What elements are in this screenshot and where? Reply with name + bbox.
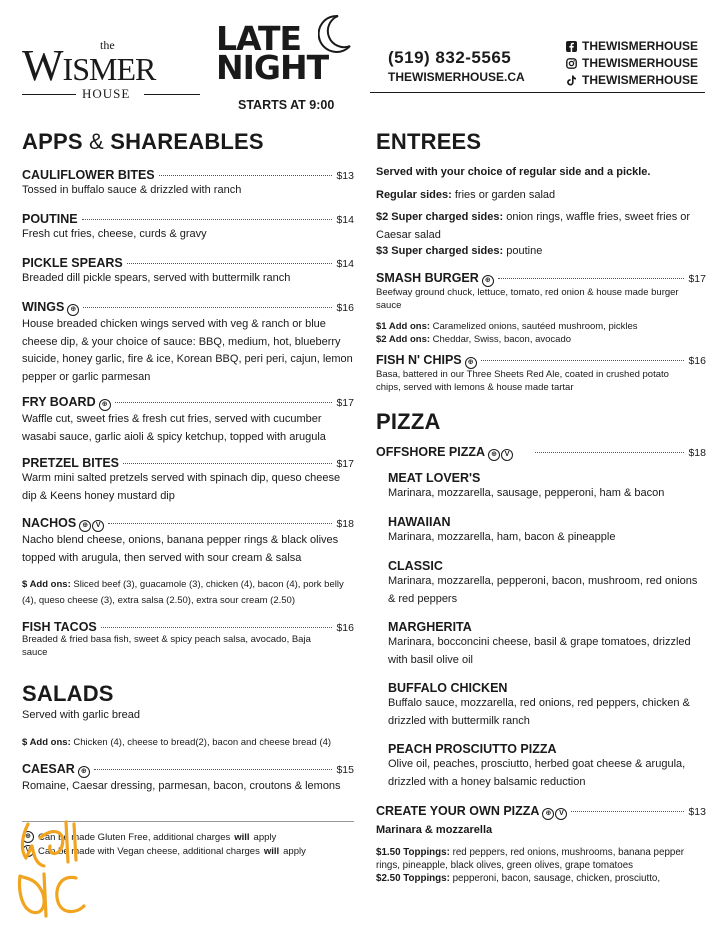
addons-text: Chicken (4), cheese to bread(2), bacon and cheese bread (4) bbox=[73, 737, 332, 748]
toppings-text: red peppers, red onions, mushrooms, banana pepper rings, pineapple, black olives, green olives, grape tomatoes bbox=[376, 847, 685, 871]
apps-heading bbox=[22, 129, 264, 155]
item-description: Fresh cut fries, cheese, curds & gravy bbox=[22, 228, 207, 240]
gf-icons bbox=[99, 399, 111, 411]
item-name: NACHOS bbox=[22, 516, 77, 530]
item-name: FISH N' CHIPS bbox=[376, 353, 462, 367]
salads-addons bbox=[22, 735, 362, 751]
addons-text: Sliced beef (3), guacamole (3), chicken (4), bacon (4), pork belly (4), queso cheese (3), extra salsa (2.50), extra sour cream (2.50) bbox=[22, 579, 344, 606]
addons-text: Cheddar, Swiss, bacon, avocado bbox=[432, 334, 572, 345]
item-title bbox=[22, 212, 354, 226]
addons-label: $1 Add ons: bbox=[376, 321, 431, 332]
item-title bbox=[22, 395, 354, 411]
tiktok-icon bbox=[566, 75, 577, 86]
gf-icons bbox=[78, 766, 90, 778]
item-title bbox=[376, 445, 706, 461]
logo-rule-right bbox=[144, 94, 200, 95]
dot-leader bbox=[101, 627, 333, 628]
menu-item bbox=[22, 516, 354, 567]
apps-heading-amp: & bbox=[82, 129, 111, 154]
footnote-gf-text: Can be made Gluten Free, additional charges bbox=[38, 831, 231, 843]
salads-subtitle: Served with garlic bread bbox=[22, 709, 141, 721]
instagram-icon bbox=[566, 58, 577, 69]
item-price: $18 bbox=[688, 447, 706, 459]
item-description: Basa, battered in our Three Sheets Red Ale, coated in crushed potato chips, served with lemons & house made tartar bbox=[376, 369, 669, 393]
pizza-type-name: MEAT LOVER'S bbox=[388, 471, 481, 485]
pizza-type bbox=[388, 471, 708, 503]
sides-text: onion rings, waffle fries, sweet fries or Caesar salad bbox=[376, 211, 691, 241]
item-price: $18 bbox=[336, 518, 354, 530]
logo-rule-left bbox=[22, 94, 76, 95]
menu-item bbox=[22, 456, 354, 505]
salads-heading: SALADS bbox=[22, 681, 114, 706]
item-title bbox=[22, 300, 354, 316]
dot-leader bbox=[94, 769, 333, 770]
pizza-type bbox=[388, 559, 706, 608]
sides-text: fries or garden salad bbox=[454, 189, 556, 201]
item-name: POUTINE bbox=[22, 212, 78, 226]
facebook-icon bbox=[566, 41, 577, 52]
menu-item bbox=[22, 300, 354, 386]
social-facebook[interactable] bbox=[566, 38, 698, 55]
late-night-line1: LATE bbox=[216, 19, 302, 58]
item-description: Beefway ground chuck, lettuce, tomato, red onion & house made burger sauce bbox=[376, 287, 679, 311]
cyo-base: Marinara & mozzarella bbox=[376, 824, 493, 836]
pizza-type-name: CLASSIC bbox=[388, 559, 443, 573]
dot-leader bbox=[571, 811, 684, 812]
toppings-label: $2.50 Toppings: bbox=[376, 873, 450, 884]
diet-icons bbox=[79, 520, 104, 532]
pizza-type-description: Marinara, bocconcini cheese, basil & grape tomatoes, drizzled with basil olive oil bbox=[388, 636, 691, 666]
item-description: Romaine, Caesar dressing, parmesan, bacon, croutons & lemons bbox=[22, 780, 341, 792]
footnote-vg-will: will bbox=[263, 845, 280, 857]
item-price: $17 bbox=[688, 273, 706, 285]
gluten-free-icon: ⊕ bbox=[22, 831, 34, 843]
create-your-own-pizza bbox=[376, 804, 706, 836]
logo-initial: W bbox=[22, 41, 63, 90]
item-price: $16 bbox=[336, 302, 354, 314]
footnote-gf-will: will bbox=[234, 831, 250, 843]
menu-item bbox=[22, 762, 354, 796]
pizza-type-name: HAWAIIAN bbox=[388, 515, 451, 529]
vegan-icon: V bbox=[92, 520, 104, 532]
gluten-free-icon: ⊕ bbox=[465, 357, 477, 369]
item-price: $14 bbox=[336, 258, 354, 270]
item-name: FRY BOARD bbox=[22, 395, 96, 409]
item-price: $14 bbox=[336, 214, 354, 226]
gluten-free-icon: ⊕ bbox=[488, 449, 500, 461]
item-price: $16 bbox=[336, 622, 354, 634]
dot-leader bbox=[481, 360, 685, 361]
phone-number[interactable]: (519) 832-5565 bbox=[388, 48, 512, 67]
menu-item bbox=[376, 353, 706, 394]
item-title bbox=[22, 168, 354, 182]
footnote-gf-apply: apply bbox=[253, 831, 277, 843]
entrees-heading: ENTREES bbox=[376, 129, 482, 154]
entrees-intro: Served with your choice of regular side and a pickle. bbox=[376, 166, 651, 178]
pizza-type-name: PEACH PROSCIUTTO PIZZA bbox=[388, 742, 557, 756]
logo-name-rest: ISMER bbox=[62, 51, 156, 87]
menu-item bbox=[22, 395, 354, 446]
pizza-heading: PIZZA bbox=[376, 409, 441, 434]
menu-item bbox=[22, 620, 354, 659]
item-price: $13 bbox=[336, 170, 354, 182]
gluten-free-icon: ⊕ bbox=[67, 304, 79, 316]
item-description: Breaded dill pickle spears, served with buttermilk ranch bbox=[22, 272, 291, 284]
toppings-label: $1.50 Toppings: bbox=[376, 847, 450, 858]
gluten-free-icon: ⊕ bbox=[482, 275, 494, 287]
pizza-type bbox=[388, 742, 706, 791]
item-title bbox=[22, 256, 354, 270]
vegan-icon: V bbox=[555, 808, 567, 820]
diet-icons bbox=[488, 449, 513, 461]
item-description: House breaded chicken wings served with veg & ranch or blue cheese dip, & your choice of sauce: BBQ, medium, hot, blueberry suicide, honey garlic, fire & ice, Korean BBQ, peri peri, cajun, lemon pepper or garlic parmesan bbox=[22, 318, 353, 383]
toppings-text: pepperoni, bacon, sausage, chicken, prosciutto, bbox=[452, 873, 661, 884]
item-description: Waffle cut, sweet fries & fresh cut fries, served with cucumber wasabi sauce, garlic aioli & spicy ketchup, topped with arugula bbox=[22, 413, 326, 443]
gf-icons bbox=[482, 275, 494, 287]
item-name: WINGS bbox=[22, 300, 65, 314]
item-price: $16 bbox=[688, 355, 706, 367]
pizza-type-name: MARGHERITA bbox=[388, 620, 472, 634]
wismer-house-logo bbox=[22, 38, 202, 102]
social-tiktok-label: THEWISMERHOUSE bbox=[582, 73, 699, 87]
item-name: SMASH BURGER bbox=[376, 271, 479, 285]
footnote-vg-text: Can be made with Vegan cheese, additional charges bbox=[38, 845, 260, 857]
item-title bbox=[376, 353, 706, 369]
entrees-super3-sides bbox=[376, 243, 706, 261]
vegan-icon: V bbox=[22, 845, 34, 857]
toppings-150 bbox=[376, 847, 708, 872]
addons-label: $ Add ons: bbox=[22, 737, 71, 748]
item-name: CAULIFLOWER BITES bbox=[22, 168, 155, 182]
social-tiktok[interactable] bbox=[566, 72, 698, 89]
sides-label: $2 Super charged sides: bbox=[376, 211, 504, 223]
gluten-free-icon: ⊕ bbox=[79, 520, 91, 532]
starts-time: STARTS AT 9:00 bbox=[238, 98, 335, 112]
addons-label: $2 Add ons: bbox=[376, 334, 431, 345]
gluten-free-icon: ⊕ bbox=[78, 766, 90, 778]
dot-leader bbox=[498, 278, 685, 279]
gluten-free-icon: ⊕ bbox=[99, 399, 111, 411]
burger-addon-2 bbox=[376, 333, 706, 346]
social-instagram-label: THEWISMERHOUSE bbox=[582, 56, 699, 70]
nachos-addons bbox=[22, 577, 356, 609]
social-facebook-label: THEWISMERHOUSE bbox=[582, 39, 699, 53]
addons-label: $ Add ons: bbox=[22, 579, 71, 590]
item-description: Tossed in buffalo sauce & drizzled with ranch bbox=[22, 184, 242, 196]
entrees-super2-sides bbox=[376, 209, 708, 244]
item-title bbox=[22, 620, 354, 634]
gf-icons bbox=[465, 357, 477, 369]
late-night-line2: NIGHT bbox=[216, 48, 329, 87]
item-title bbox=[376, 271, 706, 287]
dot-leader bbox=[108, 523, 332, 524]
dot-leader bbox=[127, 263, 333, 264]
item-name: CREATE YOUR OWN PIZZA bbox=[376, 804, 540, 818]
apps-heading-a: APPS bbox=[22, 129, 83, 154]
pizza-type-description: Olive oil, peaches, prosciutto, herbed goat cheese & arugula, drizzled with a honey balsamic reduction bbox=[388, 758, 686, 788]
crescent-moon-icon bbox=[318, 14, 352, 54]
item-name: CAESAR bbox=[22, 762, 75, 776]
footnote-vg-apply: apply bbox=[283, 845, 306, 857]
item-name: PRETZEL BITES bbox=[22, 456, 120, 470]
item-description: Warm mini salted pretzels served with spinach dip, queso cheese dip & Keens honey mustard dip bbox=[22, 472, 341, 502]
item-price: $17 bbox=[336, 397, 354, 409]
item-title bbox=[376, 804, 706, 820]
burger-addons bbox=[376, 320, 706, 346]
menu-item bbox=[22, 168, 354, 200]
apps-heading-b: SHAREABLES bbox=[110, 129, 264, 154]
orange-scribble-stamp-icon bbox=[14, 816, 92, 922]
item-title bbox=[22, 516, 354, 532]
item-price: $15 bbox=[336, 764, 354, 776]
vegan-icon: V bbox=[501, 449, 513, 461]
pizza-type bbox=[388, 515, 708, 547]
social-instagram[interactable] bbox=[566, 55, 698, 72]
pizza-type-name: BUFFALO CHICKEN bbox=[388, 681, 508, 695]
sides-label: $3 Super charged sides: bbox=[376, 245, 504, 257]
gluten-free-icon: ⊕ bbox=[542, 808, 554, 820]
toppings-250 bbox=[376, 873, 708, 886]
pizza-type bbox=[388, 681, 710, 730]
item-title bbox=[22, 762, 354, 778]
pizza-type-description: Marinara, mozzarella, pepperoni, bacon, mushroom, red onions & red peppers bbox=[388, 575, 698, 605]
entrees-regular-sides bbox=[376, 187, 706, 205]
item-price: $13 bbox=[688, 806, 706, 818]
dot-leader bbox=[159, 175, 333, 176]
pizza-type-description: Marinara, mozzarella, sausage, pepperoni, ham & bacon bbox=[388, 487, 665, 499]
website-link[interactable]: THEWISMERHOUSE.CA bbox=[388, 70, 525, 84]
item-description: Nacho blend cheese, onions, banana pepper rings & black olives topped with arugula, then served with sour cream & salsa bbox=[22, 534, 339, 564]
item-name: FISH TACOS bbox=[22, 620, 97, 634]
dot-leader bbox=[115, 402, 333, 403]
addons-text: Caramelized onions, sautéed mushroom, pickles bbox=[432, 321, 638, 332]
item-price: $17 bbox=[336, 458, 354, 470]
dot-leader bbox=[123, 463, 332, 464]
menu-item bbox=[22, 212, 354, 244]
sides-label: Regular sides: bbox=[376, 189, 452, 201]
menu-item bbox=[376, 271, 706, 312]
gf-icons bbox=[67, 304, 79, 316]
dot-leader bbox=[535, 452, 684, 453]
diet-icons bbox=[542, 808, 567, 820]
item-description: Breaded & fried basa fish, sweet & spicy peach salsa, avocado, Baja sauce bbox=[22, 634, 311, 658]
item-title bbox=[22, 456, 354, 470]
pizza-type bbox=[388, 620, 706, 669]
burger-addon-1 bbox=[376, 320, 706, 333]
social-links bbox=[566, 38, 698, 89]
header-divider bbox=[370, 92, 705, 93]
item-name: OFFSHORE PIZZA bbox=[376, 445, 486, 459]
logo-the: the bbox=[100, 38, 115, 52]
pizza-type-description: Marinara, mozzarella, ham, bacon & pineapple bbox=[388, 531, 616, 543]
pizza-type-description: Buffalo sauce, mozzarella, red onions, red peppers, chicken & drizzled with buttermilk ranch bbox=[388, 697, 690, 727]
logo-house: HOUSE bbox=[82, 86, 131, 101]
dot-leader bbox=[83, 307, 332, 308]
sides-text: poutine bbox=[506, 245, 543, 257]
menu-item bbox=[22, 256, 354, 288]
offshore-pizza bbox=[376, 445, 706, 461]
item-name: PICKLE SPEARS bbox=[22, 256, 123, 270]
dot-leader bbox=[82, 219, 333, 220]
